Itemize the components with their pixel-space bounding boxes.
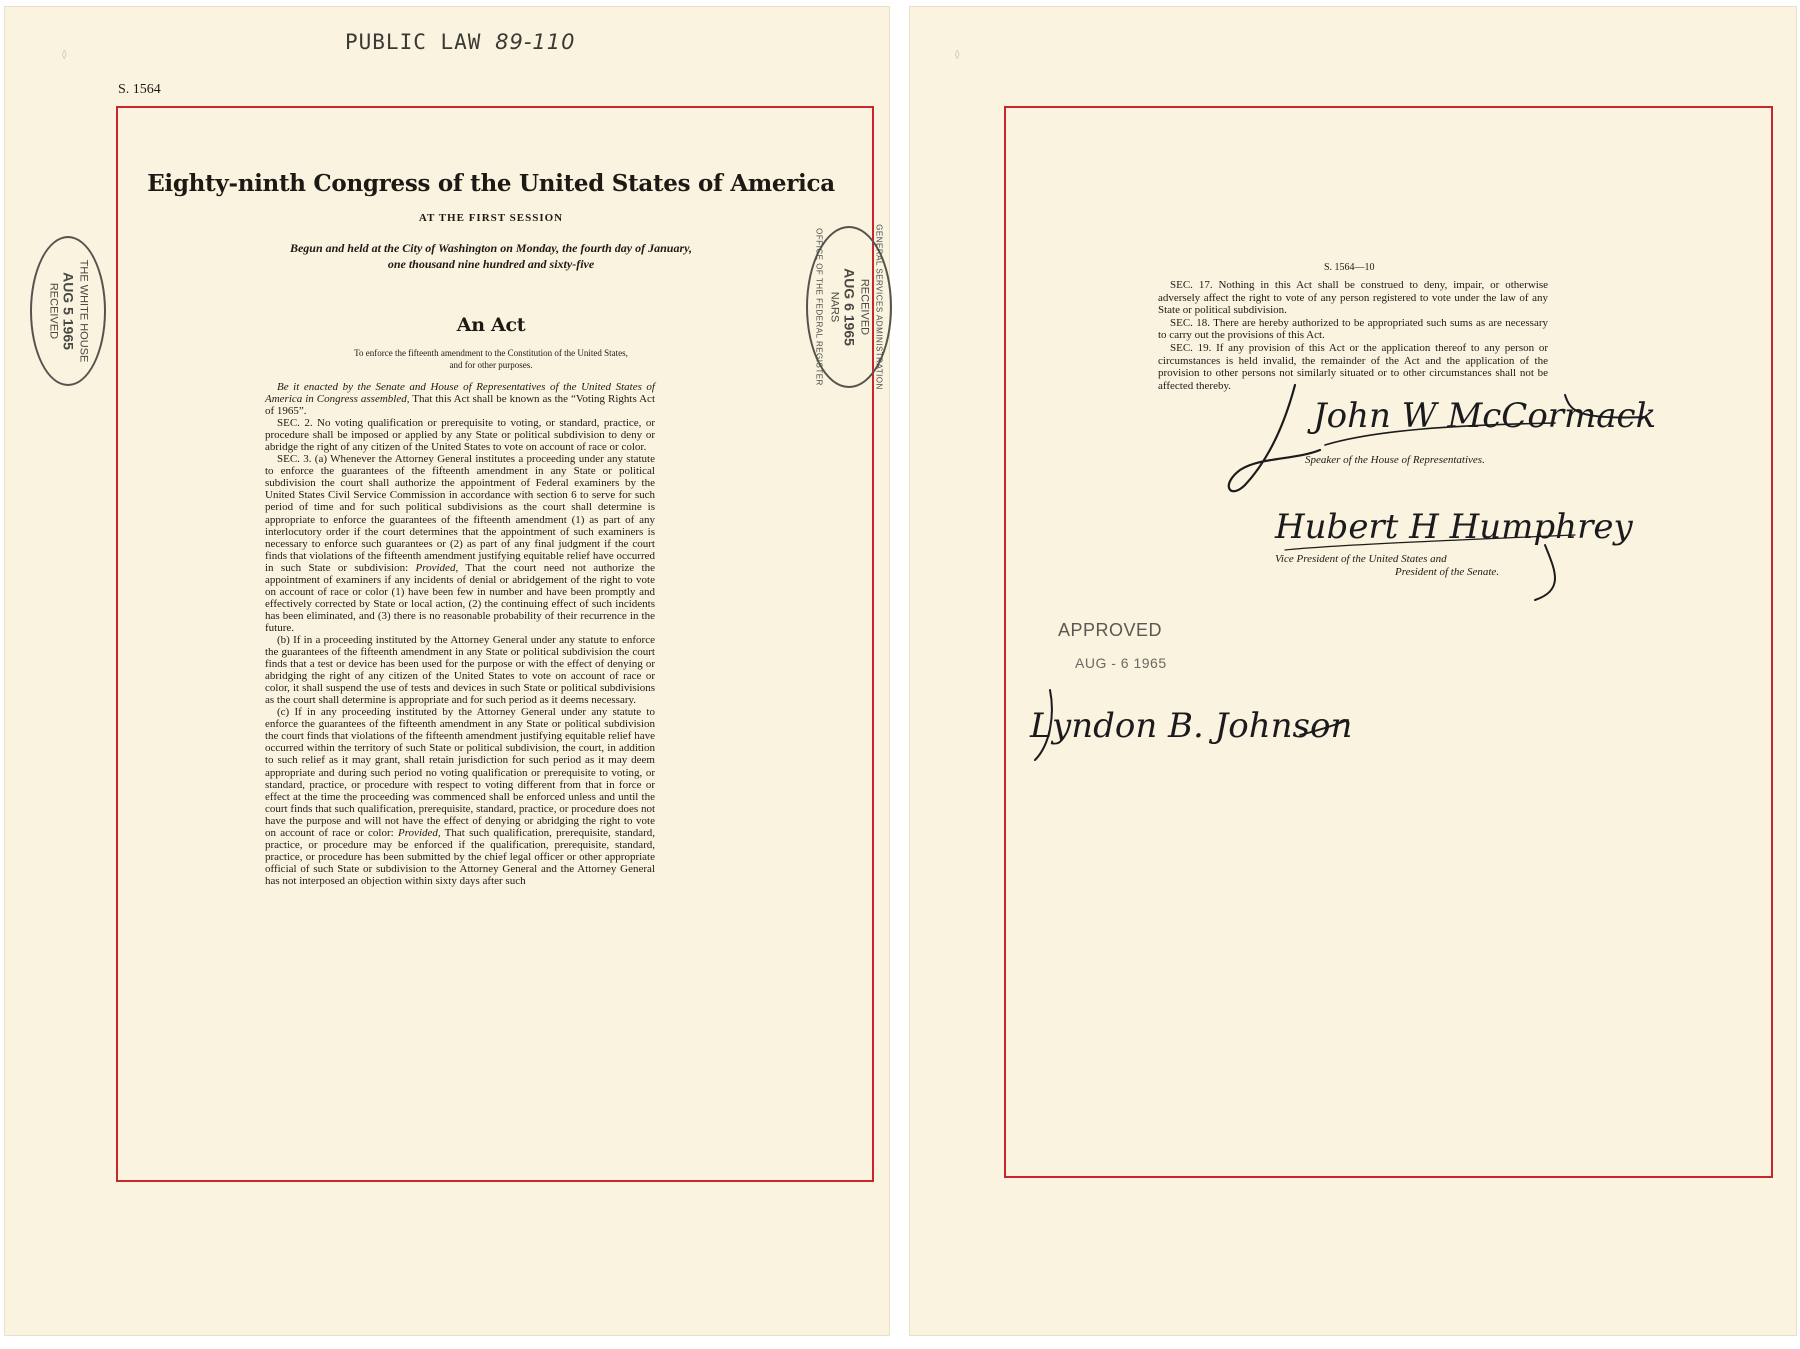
act-body [265,381,655,887]
gsa-stamp-date: AUG 6 1965 [841,268,858,346]
act-title: An Act [456,314,526,336]
bill-number: S. 1564 [118,82,161,97]
corner-mark-left: ◊ [62,50,67,60]
vp-label-line-2: President of the Senate. [1395,566,1500,578]
president-signature [1030,685,1360,795]
provided-italic-2: Provided, [397,826,441,839]
enacting-clause [265,381,655,417]
purpose-line-1: To enforce the fifteenth amendment to the Constitution of the United States, [354,348,628,358]
gsa-stamp-line-1: GENERAL SERVICES ADMINISTRATION [874,224,884,390]
purpose-line-2: and for other purposes. [449,360,533,370]
president-signature-text: Lyndon B. Johnson [1030,706,1353,746]
wh-stamp-line-3: RECEIVED [47,282,60,340]
enacting-italic: Be it enacted by the Senate and House of Representatives of the United States of America in Congress assembled, [265,381,655,406]
gsa-stamp-line-5: OFFICE OF THE FEDERAL REGISTER [814,228,824,386]
gsa-stamp-line-2: RECEIVED [858,278,871,336]
white-house-received-stamp [30,236,106,386]
speaker-signature-text: John W McCormack [1313,396,1657,436]
section-3a [265,453,655,634]
right-page-border [1004,106,1773,1178]
speaker-label: Speaker of the House of Representatives. [1305,454,1485,466]
section-17: SEC. 17. Nothing in this Act shall be construed to deny, impair, or otherwise adversely affect the right to vote of any person registered to vote under the law of any State or political subdivision. [1158,279,1548,317]
gsa-stamp-line-4: NARS [828,291,841,323]
congress-title: Eighty-ninth Congress of the United States of America [147,170,835,197]
section-3a-part-1: SEC. 3. (a) Whenever the Attorney General institutes a proceeding under any statute to enforce the guarantees of the fifteenth amendment in any State or political subdivision the court shall authorize the appointment of Federal examiners by the United States Civil Service Commission in accordance with section 6 to serve for such period of time and for such political subdivisions as the court shall determine is appropriate to enforce the guarantees of the fifteenth amendment (1) as part of any interlocutory order if the court determines that the appointment of such examiners is necessary to enforce such guarantees or (2) as part of any final judgment if the court finds that violations of the fifteenth amendment justifying equitable relief have occurred in such State or subdivision: [265,453,655,574]
vp-label-line-1: Vice President of the United States and [1275,553,1447,565]
section-3c-part-1: (c) If in any proceeding instituted by the Attorney General under any statute to enforce the guarantees of the fifteenth amendment in any State or political subdivision the court finds that violations of the fifteenth amendment justifying equitable relief have occurred within the territory of such State or political subdivision, the court, in addition to such relief as it may grant, shall retain jurisdiction for such period as it may deem appropriate and during such period no voting qualification or prerequisite to voting, or standard, practice, or procedure with respect to voting different from that in force or effect at the time the proceeding was commenced shall be enforced unless and until the court finds that such qualification, prerequisite, standard, practice, or procedure does not have the purpose and will not have the effect of denying or abridging the right to vote on account of race or color: [265,706,655,839]
right-bill-number: S. 1564—10 [1324,262,1375,273]
vice-president-signature [1275,490,1633,610]
section-3c-part-2: That such qualification, prerequisite, standard, practice, or procedure may be enforced if the qualification, prerequisite, standard, practice, or procedure has been submitted by the chief legal officer or other appropriate official of such State or subdivision to the Attorney General and the Attorney General has not interposed an objection within sixty days after such [265,826,656,887]
section-3b: (b) If in a proceeding instituted by the Attorney General under any statute to enforce the guarantees of the fifteenth amendment in any State or political subdivision the court finds that a test or device has been used for the purpose or with the effect of denying or abridging the right of any citizen of the United States to vote on account of race or color, it shall suspend the use of tests and devices in such State or political subdivisions as the court shall determine is appropriate and for such period as it deems necessary. [265,633,655,707]
section-2: SEC. 2. No voting qualification or prerequisite to voting, or standard, practice, or procedure shall be imposed or applied by any State or political subdivision to deny or abridge the right of any citizen of the United States to vote on account of race or color. [265,417,655,454]
public-law-prefix: PUBLIC LAW [345,30,482,54]
public-law-number: 89-110 [495,30,576,54]
provided-italic: Provided, [415,561,459,574]
begun-held-line [212,240,770,272]
approved-date: AUG - 6 1965 [1075,655,1167,671]
begun-line-2: one thousand nine hundred and sixty-five [387,257,595,271]
corner-mark-right: ◊ [955,50,960,60]
public-law-stamp [345,30,575,54]
begun-line-1: Begun and held at the City of Washington on Monday, the fourth day of January, [289,241,693,255]
section-3a-part-2: That the court need not authorize the appointment of examiners if any incidents of denial or abridgement of the right to vote on account of race or color (1) have been few in number and have been promptly and effectively corrected by State or local action, (2) the continuing effect of such incidents has been eliminated, and (3) there is no reasonable probability of their recurrence in the future. [265,561,655,634]
gsa-received-stamp [806,226,892,388]
wh-stamp-date: AUG 5 1965 [60,272,77,350]
vp-signature-text: Hubert H Humphrey [1275,507,1633,547]
section-19: SEC. 19. If any provision of this Act or the application thereof to any person or circumstances is held invalid, the remainder of the Act and the application of the provision to other persons not similarly situated or to other circumstances shall not be affected thereby. [1158,341,1548,392]
approved-stamp: APPROVED [1058,620,1163,640]
section-18: SEC. 18. There are hereby authorized to be appropriated such sums as are necessary to carry out the provisions of this Act. [1158,316,1548,342]
wh-stamp-line-1: THE WHITE HOUSE [77,259,90,363]
enacting-rest: That this Act shall be known as the “Voting Rights Act of 1965”. [265,393,655,418]
vp-label [1275,553,1499,579]
session-line: AT THE FIRST SESSION [418,212,564,224]
act-purpose [250,347,732,371]
section-3c [265,706,655,887]
